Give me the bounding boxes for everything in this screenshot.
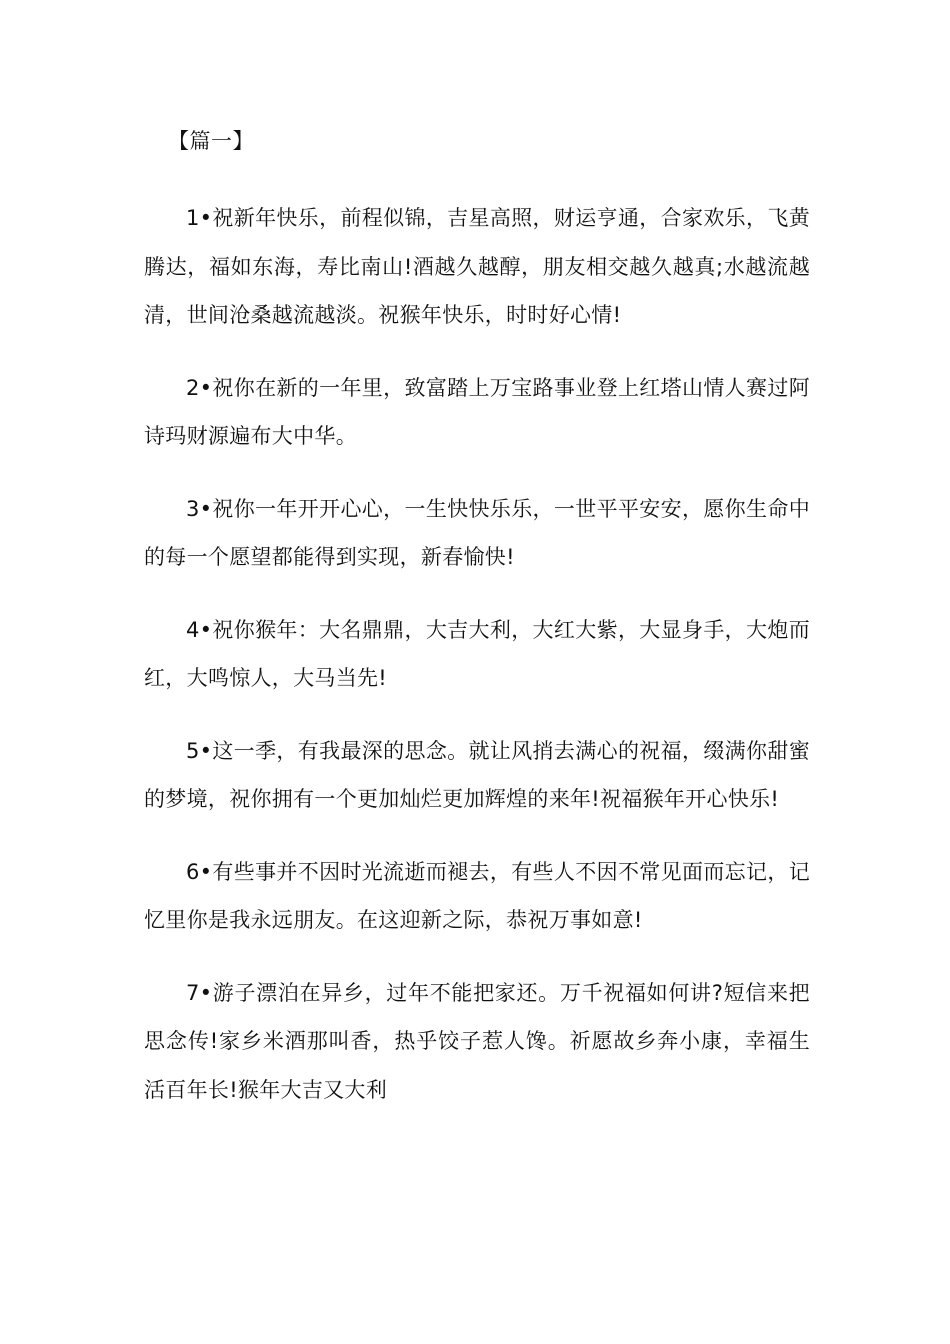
paragraph-4: 4•祝你猴年：大名鼎鼎，大吉大利，大红大紫，大显身手，大炮而红，大鸣惊人，大马当先! bbox=[144, 617, 810, 690]
paragraph-3: 3•祝你一年开开心心，一生快快乐乐，一世平平安安，愿你生命中的每一个愿望都能得到实现，新春愉快! bbox=[144, 496, 810, 569]
paragraph-2: 2•祝你在新的一年里，致富踏上万宝路事业登上红塔山情人赛过阿诗玛财源遍布大中华。 bbox=[144, 375, 810, 448]
paragraph-5: 5•这一季，有我最深的思念。就让风捎去满心的祝福，缀满你甜蜜的梦境，祝你拥有一个更加灿烂更加辉煌的来年!祝福猴年开心快乐! bbox=[144, 738, 810, 811]
document-body bbox=[144, 124, 810, 1138]
paragraph-6: 6•有些事并不因时光流逝而褪去，有些人不因不常见面而忘记，记忆里你是我永远朋友。在这迎新之际，恭祝万事如意! bbox=[144, 859, 810, 932]
paragraph-7: 7•游子漂泊在异乡，过年不能把家还。万千祝福如何讲?短信来把思念传!家乡米酒那叫香，热乎饺子惹人馋。祈愿故乡奔小康，幸福生活百年长!猴年大吉又大利 bbox=[144, 980, 810, 1102]
section-title: 【篇一】 bbox=[168, 129, 254, 153]
paragraph-1: 1•祝新年快乐，前程似锦，吉星高照，财运亨通，合家欢乐，飞黄腾达，福如东海，寿比南山!酒越久越醇，朋友相交越久越真;水越流越清，世间沧桑越流越淡。祝猴年快乐，时时好心情! bbox=[144, 206, 810, 327]
